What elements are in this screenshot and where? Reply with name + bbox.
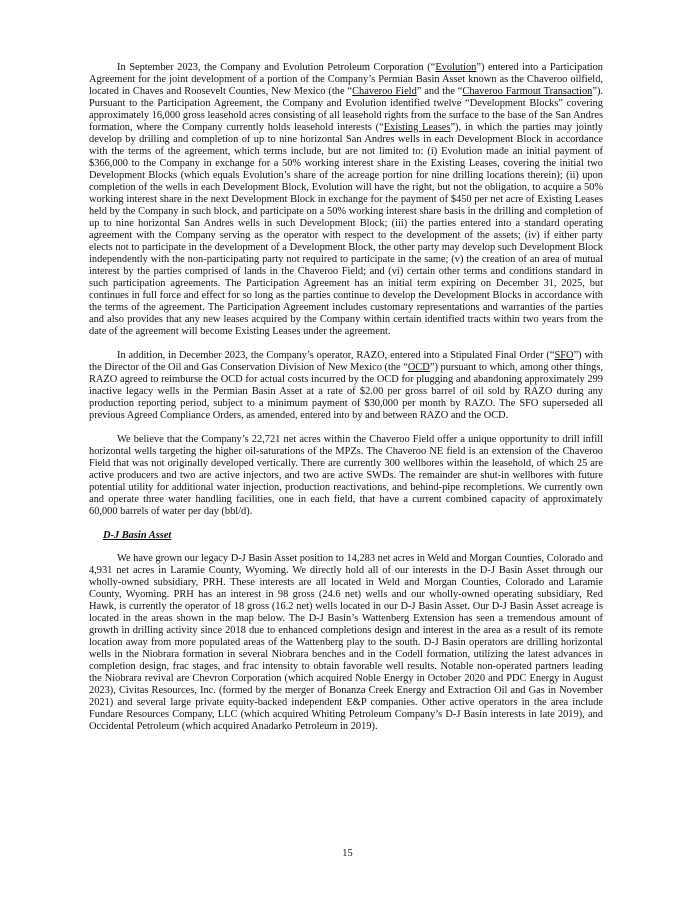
paragraph-dj-basin-asset: We have grown our legacy D-J Basin Asset position to 14,283 net acres in Weld and Morgan Counties, Colorado and 4,931 net acres in Laramie County, Wyoming. We directly hold all of our interests in the D-J Basin Asset through our wholly-owned subsidiary, PRH. These interests are all located in Weld and Morgan Counties, Colorado and Laramie County, Wyoming. PRH has an interest in 98 gross (24.6 net) wells and our wholly-owned operating subsidiary, Red Hawk, is currently the operator of 18 gross (16.2 net) wells located in our D-J Basin Asset. Our D-J Basin Asset acreage is located in the areas shown in the map below. The D-J Basin’s Wattenberg Extension has seen a tremendous amount of growth in drilling activity since 2018 due to enhanced completions design and interest in the area as a result of its remote location away from more populated areas of the Wattenberg play to the south. D-J Basin operators are drilling horizontal wells in the Niobrara formation in several Niobrara benches and in the Codell formation, utilizing the latest advances in completion design, frac stages, and frac intensity to obtain favorable well results. Notable non-operated partners leading the Niobrara revival are Chevron Corporation (which acquired Noble Energy in October 2020 and PDC Energy in August 2023), Civitas Resources, Inc. (formed by the merger of Bonanza Creek Energy and Extraction Oil and Gas in November 2021) and several large private equity-backed independent E&P companies. Other active operators in the area include Fundare Resources Company, LLC (which acquired Whiting Petroleum Company’s D-J Basin interests in late 2019), and Occidental Petroleum (which acquired Anadarko Petroleum in 2019). [89, 553, 603, 732]
paragraph-participation-agreement: In September 2023, the Company and Evolution Petroleum Corporation (“Evolution”) entered into a Participation Agreement for the joint development of a portion of the Company’s Permian Basin Asset known as the Chaveroo oilfield, located in Chaves and Roosevelt Counties, New Mexico (the “Chaveroo Field” and the “Chaveroo Farmout Transaction”). Pursuant to the Participation Agreement, the Company and Evolution identified twelve “Development Blocks” covering approximately 16,000 gross leasehold acres consisting of all leasehold rights from the surface to the base of the San Andres formation, where the Company currently holds leasehold interests (“Existing Leases”), in which the parties may jointly develop by drilling and completion of up to nine horizontal San Andres wells in each Development Block in accordance with the terms of the agreement, which terms include, but are not limited to: (i) Evolution made an initial payment of $366,000 to the Company in exchange for a 50% working interest share in the Existing Leases, covering the initial two Development Blocks (which equals Evolution’s share of the acreage portion for nine drilling locations therein); (ii) upon completion of the wells in each Development Block, Evolution will have the right, but not the obligation, to acquire a 50% working interest share in the next Development Block in exchange for the payment of $450 per net acre of Existing Leases held by the Company in such block, and participate on a 50% working interest share basis in the drilling and completion of up to nine horizontal San Andres wells in such Development Block; (iii) the parties entered into a standard operating agreement with the Company serving as the operator with respect to the development of the assets; (iv) if either party elects not to participate in the development of a Development Block, the other party may develop such Development Block independently with the non-participating party not required to participate in the same; (v) the creation of an area of mutual interest by the parties comprised of lands in the Chaveroo Field; and (vi) certain other terms and conditions standard in such participation agreements. The Participation Agreement has an initial term expiring on December 31, 2025, but continues in full force and effect for so long as the parties continue to develop the Development Blocks in accordance with the terms of the agreement. The Participation Agreement includes customary representations and warranties of the parties and also provides that any new leases acquired by the Company within certain identified tracts within two years from the date of the agreement will become Existing Leases under the agreement. [89, 62, 604, 337]
defined-term-evolution: Evolution [435, 62, 477, 73]
page-number: 15 [342, 848, 353, 859]
defined-term-sfo: SFO [554, 350, 574, 361]
defined-term-chaveroo-field: Chaveroo Field [352, 86, 417, 97]
paragraph-chaveroo-acreage: We believe that the Company’s 22,721 net acres within the Chaveroo Field offer a unique opportunity to drill infill horizontal wells targeting the higher oil-saturations of the MPZs. The Chaveroo NE field is an extension of the Chaveroo Field that was not originally developed vertically. There are currently 300 wellbores within the leasehold, of which 25 are active producers and two are active injectors, and two are active SWDs. The remainder are shut-in wellbores with future potential utility for additional water injection, production reactivations, and behind-pipe recompletions. We currently own and operate three water handling facilities, one in each field, that have a current combined capacity of approximately 60,000 barrels of water per day (bbl/d). [89, 434, 603, 517]
section-heading-dj-basin-asset: D-J Basin Asset [103, 530, 172, 541]
defined-term-existing-leases: Existing Leases [383, 122, 451, 133]
paragraph-stipulated-final-order: In addition, in December 2023, the Company’s operator, RAZO, entered into a Stipulated Final Order (“SFO”) with the Director of the Oil and Gas Conservation Division of New Mexico (the “OCD”) pursuant to which, among other things, RAZO agreed to reimburse the OCD for actual costs incurred by the OCD for plugging and abandoning approximately 299 inactive legacy wells in the Permian Basin Asset at a rate of $2.00 per gross barrel of oil sold by RAZO during any production reporting period, subject to a minimum payment of $30,000 per month by RAZO. The SFO superseded all previous Agreed Compliance Orders, as amended, entered into by and between RAZO and the OCD. [89, 350, 603, 421]
document-body [89, 62, 603, 745]
defined-term-ocd: OCD [407, 362, 430, 373]
defined-term-chaveroo-farmout-transaction: Chaveroo Farmout Transaction [462, 86, 593, 97]
